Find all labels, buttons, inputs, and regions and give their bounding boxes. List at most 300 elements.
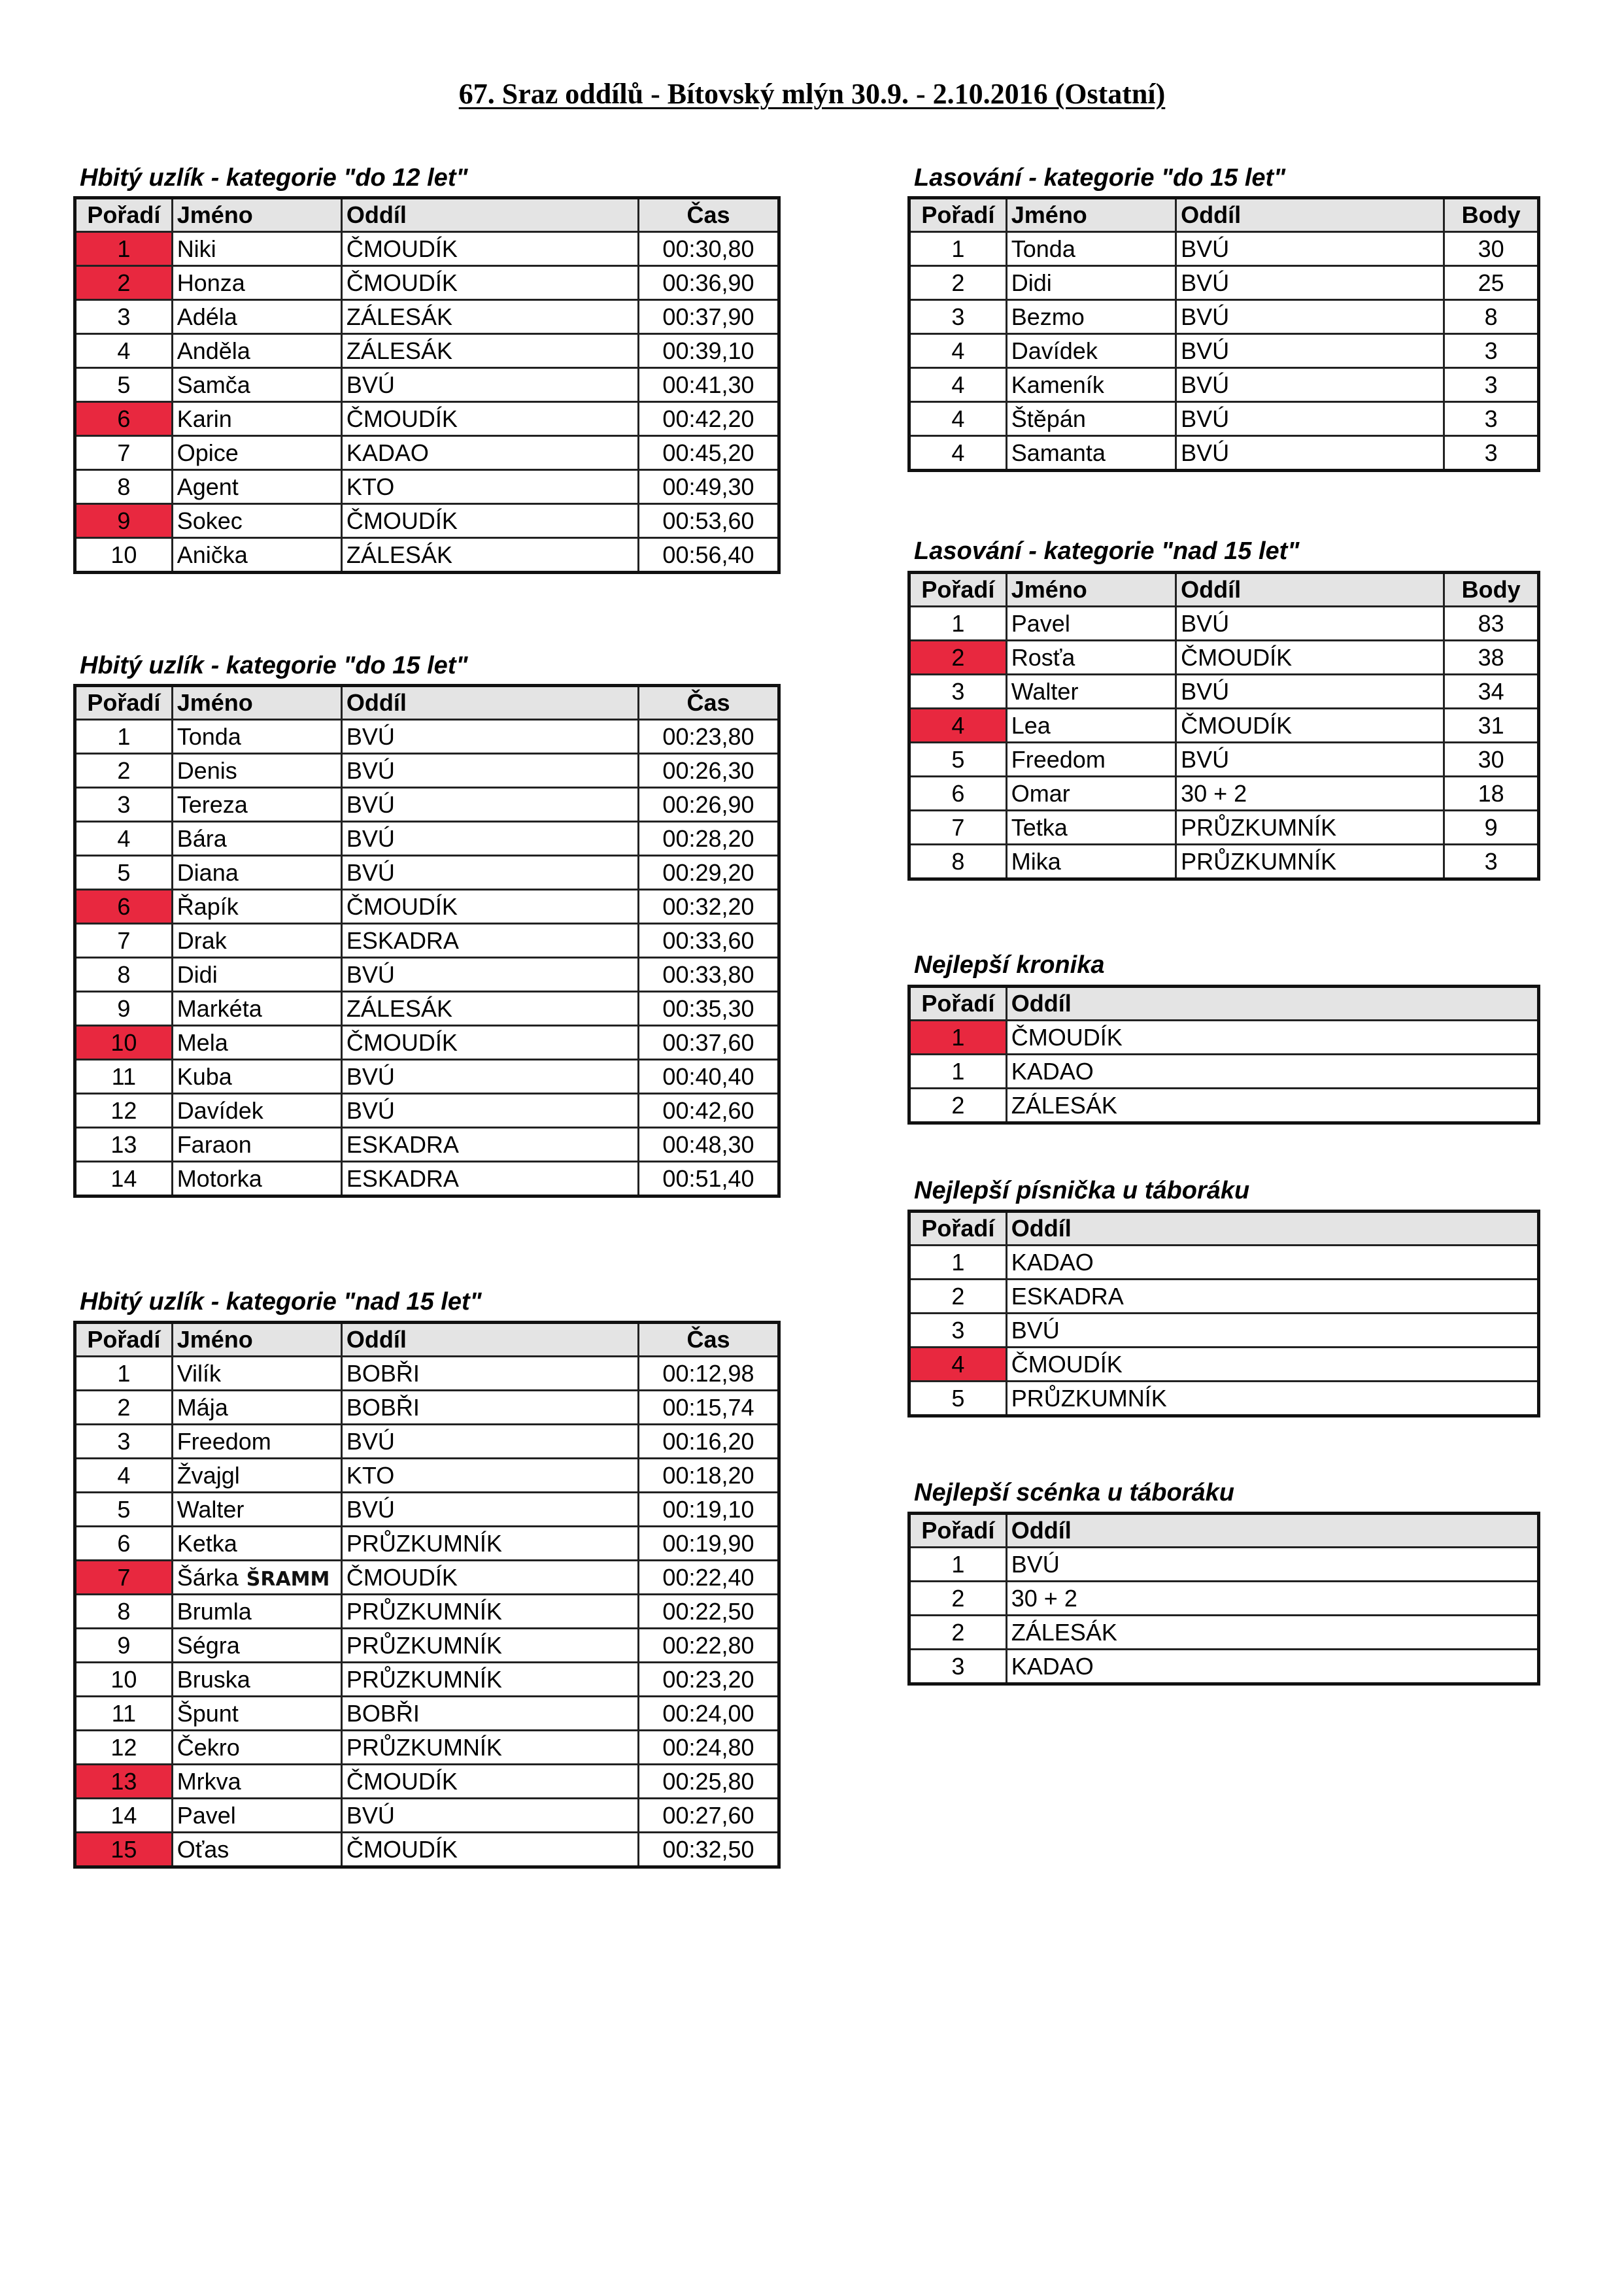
club-cell: PRŮZKUMNÍK [1176,845,1444,879]
table-row [75,334,779,368]
rank-cell: 3 [75,300,173,334]
value-cell: 00:22,50 [638,1595,779,1629]
table-row [75,958,779,992]
header-row [909,198,1539,232]
value-cell: 3 [1444,368,1539,402]
value-cell: 00:16,20 [638,1425,779,1459]
name-cell: Mája [172,1391,341,1425]
rank-cell: 10 [75,1663,173,1697]
table-row [909,334,1539,368]
rank-cell: 3 [909,1314,1007,1348]
name-cell: Oťas [172,1833,341,1867]
table-row [75,300,779,334]
table-row [75,1026,779,1060]
value-cell: 00:42,20 [638,402,779,436]
club-cell: KADAO [1006,1650,1538,1684]
club-cell: BVÚ [1176,436,1444,471]
column-header: Jméno [172,1323,341,1357]
club-cell: ESKADRA [341,924,638,958]
value-cell: 38 [1444,641,1539,675]
rank-cell: 1 [75,720,173,754]
club-cell: ZÁLESÁK [341,334,638,368]
club-cell: BVÚ [1006,1314,1538,1348]
club-cell: BOBŘI [341,1697,638,1731]
name-cell: Opice [172,436,341,470]
club-cell: ČMOUDÍK [341,890,638,924]
rank-cell: 4 [909,709,1007,743]
name-cell: Anděla [172,334,341,368]
pisnicka-table [907,1210,1540,1417]
table-row [909,1382,1539,1416]
club-cell: ČMOUDÍK [341,504,638,538]
name-cell: Agent [172,470,341,504]
name-cell: Čekro [172,1731,341,1765]
club-cell: BVÚ [1176,675,1444,709]
table-row [909,811,1539,845]
column-header: Oddíl [1006,1212,1538,1246]
uzlik12-table [73,196,781,574]
table-row [75,720,779,754]
table-row [75,1561,779,1595]
column-header: Pořadí [909,987,1007,1021]
rank-cell: 8 [75,958,173,992]
table-row [909,402,1539,436]
table-row [75,788,779,822]
value-cell: 00:23,80 [638,720,779,754]
value-cell: 3 [1444,436,1539,471]
table-row [909,1314,1539,1348]
table-row [909,709,1539,743]
column-header: Jméno [172,686,341,720]
value-cell: 00:32,20 [638,890,779,924]
name-cell: Karin [172,402,341,436]
column-header: Pořadí [909,1212,1007,1246]
column-header: Pořadí [909,573,1007,607]
club-cell: BVÚ [1176,743,1444,777]
club-cell: ESKADRA [341,1162,638,1196]
club-cell: BVÚ [341,856,638,890]
rank-cell: 14 [75,1799,173,1833]
table-row [909,743,1539,777]
rank-cell: 2 [75,1391,173,1425]
name-cell: Tetka [1006,811,1176,845]
column-header: Body [1444,198,1539,232]
table-row [75,470,779,504]
column-header: Oddíl [1006,1514,1538,1548]
column-header: Jméno [1006,198,1176,232]
value-cell: 30 [1444,232,1539,266]
value-cell: 00:12,98 [638,1357,779,1391]
club-cell: ZÁLESÁK [341,992,638,1026]
name-cell: Davídek [172,1094,341,1128]
table-row [75,368,779,402]
table-row [909,641,1539,675]
rank-cell: 14 [75,1162,173,1196]
table-row [75,1357,779,1391]
club-cell: ESKADRA [1006,1280,1538,1314]
value-cell: 00:30,80 [638,232,779,266]
table-row [909,1089,1539,1123]
value-cell: 8 [1444,300,1539,334]
club-cell: BVÚ [1176,607,1444,641]
club-cell: PRŮZKUMNÍK [341,1663,638,1697]
column-header: Oddíl [1006,987,1538,1021]
club-cell: ČMOUDÍK [1006,1021,1538,1055]
club-cell: 30 + 2 [1006,1582,1538,1616]
lasovani-nad15-table [907,571,1540,881]
name-cell: Markéta [172,992,341,1026]
table-row [909,1246,1539,1280]
scenka-heading: Nejlepší scénka u táboráku [914,1479,1234,1506]
table-row [909,1055,1539,1089]
column-header: Čas [638,686,779,720]
value-cell: 00:24,80 [638,1731,779,1765]
club-cell: BVÚ [341,1799,638,1833]
column-header: Pořadí [75,1323,173,1357]
table-row [75,232,779,266]
name-cell: Žvajgl [172,1459,341,1493]
table-row [909,1348,1539,1382]
value-cell: 34 [1444,675,1539,709]
club-cell: PRŮZKUMNÍK [1176,811,1444,845]
table-row [909,368,1539,402]
name-cell: Vilík [172,1357,341,1391]
club-cell: ZÁLESÁK [341,538,638,573]
name-cell: Tonda [172,720,341,754]
table-row [909,1650,1539,1684]
table-row [75,1799,779,1833]
club-cell: ESKADRA [341,1128,638,1162]
lasovani15-heading: Lasování - kategorie "do 15 let" [914,164,1286,192]
table-row [75,1094,779,1128]
value-cell: 3 [1444,402,1539,436]
value-cell: 00:36,90 [638,266,779,300]
name-cell: Didi [172,958,341,992]
rank-cell: 11 [75,1060,173,1094]
lasovani15-table [907,196,1540,472]
club-cell: BOBŘI [341,1357,638,1391]
name-cell: Niki [172,232,341,266]
table-row [75,822,779,856]
club-cell: BVÚ [341,368,638,402]
value-cell: 00:40,40 [638,1060,779,1094]
rank-cell: 13 [75,1128,173,1162]
rank-cell: 3 [909,300,1007,334]
table-row [75,1697,779,1731]
club-cell: ČMOUDÍK [341,1833,638,1867]
value-cell: 00:53,60 [638,504,779,538]
rank-cell: 8 [75,1595,173,1629]
table-row [75,924,779,958]
rank-cell: 1 [909,232,1007,266]
club-cell: ZÁLESÁK [1006,1616,1538,1650]
kronika-table [907,985,1540,1125]
club-cell: BVÚ [341,788,638,822]
club-cell: ZÁLESÁK [1006,1089,1538,1123]
name-cell: Sokec [172,504,341,538]
club-cell: BVÚ [341,1094,638,1128]
column-header: Oddíl [341,1323,638,1357]
name-cell: Brumla [172,1595,341,1629]
column-header: Oddíl [341,686,638,720]
rank-cell: 2 [75,266,173,300]
rank-cell: 2 [909,1089,1007,1123]
name-cell: Mika [1006,845,1176,879]
table-row [909,1582,1539,1616]
value-cell: 00:42,60 [638,1094,779,1128]
column-header: Oddíl [341,198,638,232]
table-row [75,1391,779,1425]
rank-cell: 5 [909,743,1007,777]
rank-cell: 3 [75,1425,173,1459]
value-cell: 00:45,20 [638,436,779,470]
table-row [909,1548,1539,1582]
name-cell: Omar [1006,777,1176,811]
column-header: Čas [638,1323,779,1357]
table-row [75,890,779,924]
value-cell: 3 [1444,845,1539,879]
table-row [75,504,779,538]
value-cell: 00:19,10 [638,1493,779,1527]
name-cell: Adéla [172,300,341,334]
rank-cell: 9 [75,504,173,538]
value-cell: 00:56,40 [638,538,779,573]
column-header: Jméno [1006,573,1176,607]
value-cell: 00:15,74 [638,1391,779,1425]
uzlik15-heading: Hbitý uzlík - kategorie "do 15 let" [80,652,468,679]
handwritten-note: ŠRAMM [246,1567,330,1591]
header-row [75,686,779,720]
rank-cell: 4 [909,436,1007,471]
rank-cell: 1 [909,607,1007,641]
value-cell: 00:37,60 [638,1026,779,1060]
name-cell: Samča [172,368,341,402]
rank-cell: 3 [75,788,173,822]
club-cell: KADAO [341,436,638,470]
club-cell: ČMOUDÍK [1176,641,1444,675]
club-cell: ČMOUDÍK [341,1765,638,1799]
club-cell: 30 + 2 [1176,777,1444,811]
rank-cell: 2 [75,754,173,788]
name-cell: Pavel [172,1799,341,1833]
value-cell: 00:26,30 [638,754,779,788]
name-cell: Lea [1006,709,1176,743]
club-cell: KTO [341,470,638,504]
pisnicka-heading: Nejlepší písnička u táboráku [914,1177,1250,1204]
rank-cell: 7 [75,1561,173,1595]
table-row [909,1021,1539,1055]
rank-cell: 2 [909,1582,1007,1616]
rank-cell: 11 [75,1697,173,1731]
table-row [75,1629,779,1663]
header-row [909,987,1539,1021]
value-cell: 31 [1444,709,1539,743]
value-cell: 00:41,30 [638,368,779,402]
club-cell: BVÚ [341,720,638,754]
name-cell: Diana [172,856,341,890]
club-cell: PRŮZKUMNÍK [341,1527,638,1561]
name-cell: Štěpán [1006,402,1176,436]
header-row [909,573,1539,607]
rank-cell: 4 [909,402,1007,436]
name-cell: Bezmo [1006,300,1176,334]
table-row [75,1162,779,1196]
club-cell: KADAO [1006,1055,1538,1089]
name-cell: Freedom [1006,743,1176,777]
name-cell: Denis [172,754,341,788]
club-cell: ČMOUDÍK [341,1026,638,1060]
club-cell: BVÚ [1006,1548,1538,1582]
rank-cell: 4 [909,1348,1007,1382]
value-cell: 00:23,20 [638,1663,779,1697]
page-title: 67. Sraz oddílů - Bítovský mlýn 30.9. - 2.10.2016 (Ostatní) [458,78,1166,110]
rank-cell: 12 [75,1731,173,1765]
header-row [75,198,779,232]
table-row [909,845,1539,879]
rank-cell: 5 [75,368,173,402]
column-header: Pořadí [75,198,173,232]
uzlik12-heading: Hbitý uzlík - kategorie "do 12 let" [80,164,468,192]
name-cell: Kuba [172,1060,341,1094]
club-cell: BVÚ [1176,300,1444,334]
table-row [75,856,779,890]
value-cell: 00:27,60 [638,1799,779,1833]
club-cell: PRŮZKUMNÍK [1006,1382,1538,1416]
rank-cell: 6 [75,890,173,924]
value-cell: 3 [1444,334,1539,368]
kronika-heading: Nejlepší kronika [914,951,1105,979]
rank-cell: 6 [75,1527,173,1561]
value-cell: 00:49,30 [638,470,779,504]
name-cell: Faraon [172,1128,341,1162]
header-row [75,1323,779,1357]
club-cell: BVÚ [1176,232,1444,266]
rank-cell: 1 [75,1357,173,1391]
rank-cell: 6 [75,402,173,436]
rank-cell: 10 [75,538,173,573]
rank-cell: 4 [75,334,173,368]
name-cell: Didi [1006,266,1176,300]
rank-cell: 3 [909,1650,1007,1684]
rank-cell: 1 [75,232,173,266]
rank-cell: 4 [75,822,173,856]
value-cell: 00:22,40 [638,1561,779,1595]
name-cell: Davídek [1006,334,1176,368]
rank-cell: 5 [75,1493,173,1527]
uzlik-nad15-heading: Hbitý uzlík - kategorie "nad 15 let" [80,1288,482,1315]
value-cell: 00:37,90 [638,300,779,334]
rank-cell: 7 [75,436,173,470]
table-row [75,754,779,788]
rank-cell: 1 [909,1055,1007,1089]
table-row [75,1425,779,1459]
value-cell: 00:33,80 [638,958,779,992]
club-cell: BOBŘI [341,1391,638,1425]
table-row [909,1280,1539,1314]
table-row [909,777,1539,811]
name-cell: Samanta [1006,436,1176,471]
rank-cell: 1 [909,1246,1007,1280]
value-cell: 25 [1444,266,1539,300]
club-cell: ČMOUDÍK [341,1561,638,1595]
rank-cell: 9 [75,992,173,1026]
name-cell: Pavel [1006,607,1176,641]
club-cell: ČMOUDÍK [341,232,638,266]
rank-cell: 5 [909,1382,1007,1416]
column-header: Oddíl [1176,198,1444,232]
value-cell: 00:35,30 [638,992,779,1026]
club-cell: PRŮZKUMNÍK [341,1595,638,1629]
club-cell: ČMOUDÍK [1006,1348,1538,1382]
value-cell: 00:25,80 [638,1765,779,1799]
value-cell: 30 [1444,743,1539,777]
column-header: Pořadí [75,686,173,720]
rank-cell: 7 [75,924,173,958]
club-cell: ČMOUDÍK [1176,709,1444,743]
table-row [75,436,779,470]
column-header: Oddíl [1176,573,1444,607]
club-cell: BVÚ [1176,402,1444,436]
column-header: Jméno [172,198,341,232]
name-cell: Šárka ŠRAMM [172,1561,341,1595]
table-row [75,1493,779,1527]
table-row [909,675,1539,709]
table-row [75,1833,779,1867]
club-cell: KADAO [1006,1246,1538,1280]
scenka-table [907,1512,1540,1686]
uzlik15-table [73,684,781,1198]
name-cell: Motorka [172,1162,341,1196]
name-cell: Freedom [172,1425,341,1459]
rank-cell: 13 [75,1765,173,1799]
value-cell: 00:51,40 [638,1162,779,1196]
value-cell: 18 [1444,777,1539,811]
name-cell: Rosťa [1006,641,1176,675]
table-row [909,607,1539,641]
table-row [75,1663,779,1697]
name-cell: Walter [1006,675,1176,709]
rank-cell: 8 [909,845,1007,879]
table-row [75,538,779,573]
rank-cell: 15 [75,1833,173,1867]
rank-cell: 7 [909,811,1007,845]
rank-cell: 4 [909,368,1007,402]
name-cell: Ségra [172,1629,341,1663]
value-cell: 00:19,90 [638,1527,779,1561]
rank-cell: 2 [909,1616,1007,1650]
rank-cell: 1 [909,1548,1007,1582]
table-row [75,1128,779,1162]
table-row [75,1595,779,1629]
value-cell: 00:24,00 [638,1697,779,1731]
table-row [75,1060,779,1094]
name-cell: Tonda [1006,232,1176,266]
rank-cell: 1 [909,1021,1007,1055]
rank-cell: 12 [75,1094,173,1128]
name-cell: Řapík [172,890,341,924]
table-row [909,1616,1539,1650]
value-cell: 00:18,20 [638,1459,779,1493]
value-cell: 9 [1444,811,1539,845]
club-cell: BVÚ [1176,266,1444,300]
value-cell: 00:32,50 [638,1833,779,1867]
club-cell: BVÚ [341,1060,638,1094]
club-cell: PRŮZKUMNÍK [341,1629,638,1663]
column-header: Pořadí [909,1514,1007,1548]
club-cell: ČMOUDÍK [341,266,638,300]
club-cell: ČMOUDÍK [341,402,638,436]
club-cell: BVÚ [341,754,638,788]
